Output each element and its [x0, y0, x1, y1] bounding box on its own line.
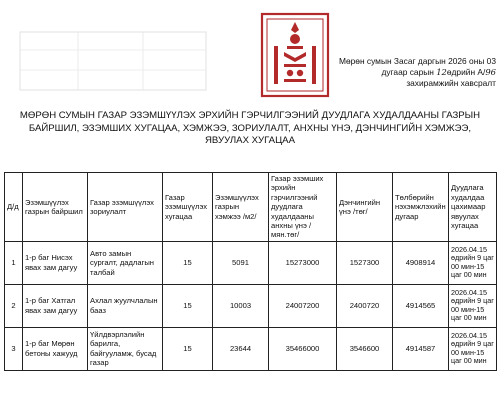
cell-area: 23644	[213, 327, 269, 370]
header-price: Газар эзэмших эрхийн гэрчилгээний дуудлага худалдааны анхны үнэ / мян.төг/	[269, 173, 337, 242]
header-invoice: Төлбөрийн нэхэмжлэхийн дугаар	[393, 173, 449, 242]
decree-month-label: дугаар сарын	[381, 67, 434, 77]
cell-price: 24007200	[269, 284, 337, 327]
cell-purpose: Авто замын сургалт, дадлагын талбай	[88, 241, 163, 284]
cell-invoice: 4908914	[393, 241, 449, 284]
cell-location: 1-р баг Нисэх явах зам дагуу	[23, 241, 88, 284]
header-no: Д/д	[5, 173, 23, 242]
cell-price: 15273000	[269, 241, 337, 284]
cell-period: 2026.04.15 өдрийн 9 цаг 00 мин-15 цаг 00 мин	[449, 327, 497, 370]
cell-location: 1-р баг Мөрөн бетоны хажууд	[23, 327, 88, 370]
decree-day-handwritten: 12	[436, 67, 447, 77]
document-title	[10, 110, 490, 148]
cell-purpose: Ахлал жуулчлалын бааз	[88, 284, 163, 327]
table-row	[5, 284, 497, 327]
cell-purpose: Үйлдвэрлэлийн барилга, байгууламж, бусад газар	[88, 327, 163, 370]
cell-no: 3	[5, 327, 23, 370]
title-line-1: МӨРӨН СУМЫН ГАЗАР ЭЗЭМШҮҮЛЭХ ЭРХИЙН ГЭРЧИЛГЭЭНИЙ ДУУДЛАГА ХУДАЛДААНЫ ГАЗРЫН	[19, 110, 481, 121]
header-period: Дуудлага худалдаа цахимаар явуулах хугацаа	[449, 173, 497, 242]
cell-deposit: 1527300	[337, 241, 393, 284]
decree-day-label: өдрийн А/	[446, 67, 486, 77]
decree-line-1: Мөрөн сумын Засаг даргын 2026 оны 03	[339, 56, 496, 66]
header-deposit: Дэнчингийн үнэ /төг/	[337, 173, 393, 242]
cell-deposit: 2400720	[337, 284, 393, 327]
cell-term: 15	[163, 284, 213, 327]
cell-term: 15	[163, 241, 213, 284]
cell-term: 15	[163, 327, 213, 370]
cell-invoice: 4914587	[393, 327, 449, 370]
cell-area: 5091	[213, 241, 269, 284]
auction-table	[4, 172, 497, 371]
decree-line-2	[300, 67, 496, 78]
title-line-2: БАЙРШИЛ, ЭЗЭМШИХ ХУГАЦАА, ХЭМЖЭЭ, ЗОРИУЛАЛТ, АНХНЫ ҮНЭ, ДЭНЧИНГИЙН ХЭМЖЭЭ,	[28, 122, 472, 134]
faded-stamp-icon	[18, 30, 208, 92]
title-line-3: ЯВУУЛАХ ХУГАЦАА	[205, 135, 295, 146]
cell-invoice: 4914565	[393, 284, 449, 327]
header-location: Эзэмшүүлэх газрын байршил	[23, 173, 88, 242]
cell-price: 35466000	[269, 327, 337, 370]
table-header-row	[5, 173, 497, 242]
cell-period: 2026.04.15 өдрийн 9 цаг 00 мин-15 цаг 00 мин	[449, 241, 497, 284]
header-purpose: Газар эзэмшүүлэх зориулалт	[88, 173, 163, 242]
table-row	[5, 241, 497, 284]
table-row	[5, 327, 497, 370]
cell-no: 1	[5, 241, 23, 284]
decree-reference	[300, 56, 496, 89]
header-term: Газар эзэмшүүлэх хугацаа	[163, 173, 213, 242]
cell-period: 2026.04.15 өдрийн 9 цаг 00 мин-15 цаг 00 мин	[449, 284, 497, 327]
cell-area: 10003	[213, 284, 269, 327]
header-area: Эзэмшүүлэх газрын хэмжээ /м2/	[213, 173, 269, 242]
cell-deposit: 3546600	[337, 327, 393, 370]
cell-no: 2	[5, 284, 23, 327]
decree-number-handwritten: 96	[485, 67, 496, 77]
cell-location: 1-р баг Хатгал явах зам дагуу	[23, 284, 88, 327]
decree-line-3: захирамжийн хавсралт	[406, 78, 496, 88]
